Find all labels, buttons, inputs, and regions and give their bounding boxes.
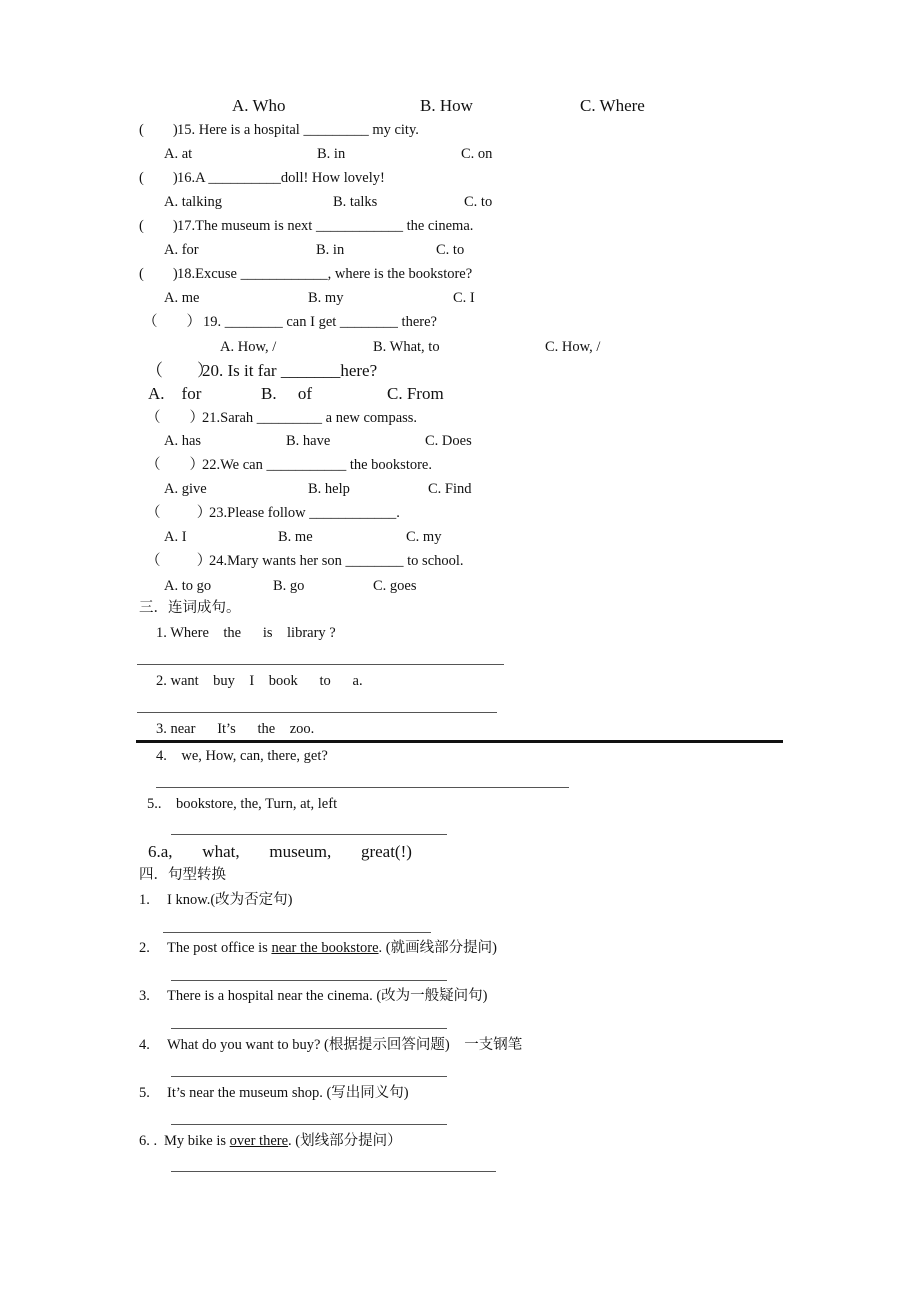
- q15-answer-paren[interactable]: ( ): [139, 122, 178, 138]
- q23-answer-paren[interactable]: （ ）: [146, 505, 212, 521]
- q22-option-a: A. give: [164, 481, 207, 497]
- q19-answer-paren[interactable]: （ ）: [143, 314, 201, 330]
- q17-option-b: B. in: [316, 242, 345, 258]
- answer-line-s4-1[interactable]: [163, 932, 431, 933]
- section4-item-6-num: 6. .: [139, 1133, 158, 1149]
- q17-stem: 17.The museum is next ____________ the cinema.: [177, 218, 474, 234]
- q21-option-c: C. Does: [425, 433, 472, 449]
- q15-stem: 15. Here is a hospital _________ my city.: [177, 122, 419, 138]
- divider-rule: [136, 740, 783, 743]
- section4-item-2-text: The post office is near the bookstore. (就画线部分提问): [167, 940, 497, 956]
- underlined-phrase: over there: [229, 1133, 289, 1149]
- q20-stem: 20. Is it far _______here?: [202, 361, 378, 380]
- q14-option-c: C. Where: [580, 96, 645, 115]
- section4-item-4-text: What do you want to buy? (根据提示回答问题) 一支钢笔: [167, 1037, 523, 1053]
- q23-option-a: A. I: [164, 529, 187, 545]
- q17-answer-paren[interactable]: ( ): [139, 218, 178, 234]
- q23-option-c: C. my: [406, 529, 442, 545]
- section4-item-5-num: 5.: [139, 1085, 150, 1101]
- q15-option-a: A. at: [164, 146, 193, 162]
- section4-item-6-text: My bike is over there. (划线部分提问）: [164, 1133, 402, 1149]
- q24-option-b: B. go: [273, 578, 305, 594]
- q14-option-b: B. How: [420, 96, 473, 115]
- section3-item-2: 2. want buy I book to a.: [156, 673, 363, 689]
- q21-stem: 21.Sarah _________ a new compass.: [202, 410, 418, 426]
- q16-option-b: B. talks: [333, 194, 378, 210]
- answer-line-s3-4[interactable]: [156, 787, 569, 788]
- q20-answer-paren[interactable]: （ ）: [146, 361, 214, 380]
- q16-stem: 16.A __________doll! How lovely!: [177, 170, 385, 186]
- q23-stem: 23.Please follow ____________.: [209, 505, 400, 521]
- q24-option-a: A. to go: [164, 578, 212, 594]
- q20-option-c: C. From: [387, 384, 444, 403]
- q18-answer-paren[interactable]: ( ): [139, 266, 178, 282]
- q22-option-c: C. Find: [428, 481, 472, 497]
- q18-option-a: A. me: [164, 290, 200, 306]
- section4-item-5-text: It’s near the museum shop. (写出同义句): [167, 1085, 409, 1101]
- q24-answer-paren[interactable]: （ ）: [146, 553, 212, 569]
- section3-title: 三．连词成句。: [139, 600, 241, 616]
- answer-line-s3-2[interactable]: [137, 712, 497, 713]
- section3-item-6: 6.a, what, museum, great(!): [148, 842, 412, 861]
- q22-stem: 22.We can ___________ the bookstore.: [202, 457, 432, 473]
- q19-stem: 19. ________ can I get ________ there?: [203, 314, 437, 330]
- section4-title: 四．句型转换: [139, 867, 226, 883]
- q16-answer-paren[interactable]: ( ): [139, 170, 178, 186]
- answer-line-s3-5[interactable]: [171, 834, 447, 835]
- answer-line-s4-4[interactable]: [171, 1076, 447, 1077]
- section4-item-1-num: 1.: [139, 892, 150, 908]
- section3-item-5: 5.. bookstore, the, Turn, at, left: [147, 796, 338, 812]
- q21-option-b: B. have: [286, 433, 331, 449]
- q17-option-c: C. to: [436, 242, 465, 258]
- q15-option-b: B. in: [317, 146, 346, 162]
- q24-stem: 24.Mary wants her son ________ to school.: [209, 553, 464, 569]
- answer-line-s3-1[interactable]: [137, 664, 504, 665]
- q17-option-a: A. for: [164, 242, 199, 258]
- q18-option-b: B. my: [308, 290, 344, 306]
- section3-item-1: 1. Where the is library ?: [156, 625, 336, 641]
- section3-item-3: 3. near It’s the zoo.: [156, 721, 315, 737]
- q21-answer-paren[interactable]: （ ）: [146, 410, 204, 426]
- answer-line-s4-5[interactable]: [171, 1124, 447, 1125]
- q22-answer-paren[interactable]: （ ）: [146, 457, 204, 473]
- q19-option-b: B. What, to: [373, 339, 440, 355]
- q20-option-a: A. for: [148, 384, 202, 403]
- q18-stem: 18.Excuse ____________, where is the bookstore?: [177, 266, 473, 282]
- section4-item-2-num: 2.: [139, 940, 150, 956]
- q19-option-c: C. How, /: [545, 339, 601, 355]
- section3-item-4: 4. we, How, can, there, get?: [156, 748, 328, 764]
- q19-option-a: A. How, /: [220, 339, 277, 355]
- q21-option-a: A. has: [164, 433, 202, 449]
- q20-option-b: B. of: [261, 384, 312, 403]
- q18-option-c: C. I: [453, 290, 475, 306]
- answer-line-s4-6[interactable]: [171, 1171, 496, 1172]
- section4-item-3-text: There is a hospital near the cinema. (改为一般疑问句): [167, 988, 488, 1004]
- underlined-phrase: near the bookstore: [271, 940, 379, 956]
- q15-option-c: C. on: [461, 146, 493, 162]
- section4-item-1-text: I know.(改为否定句): [167, 892, 293, 908]
- q16-option-c: C. to: [464, 194, 493, 210]
- section4-item-4-num: 4.: [139, 1037, 150, 1053]
- q23-option-b: B. me: [278, 529, 313, 545]
- answer-line-s4-2[interactable]: [171, 980, 447, 981]
- q16-option-a: A. talking: [164, 194, 222, 210]
- q14-option-a: A. Who: [232, 96, 286, 115]
- answer-line-s4-3[interactable]: [171, 1028, 447, 1029]
- section4-item-3-num: 3.: [139, 988, 150, 1004]
- q24-option-c: C. goes: [373, 578, 417, 594]
- q22-option-b: B. help: [308, 481, 350, 497]
